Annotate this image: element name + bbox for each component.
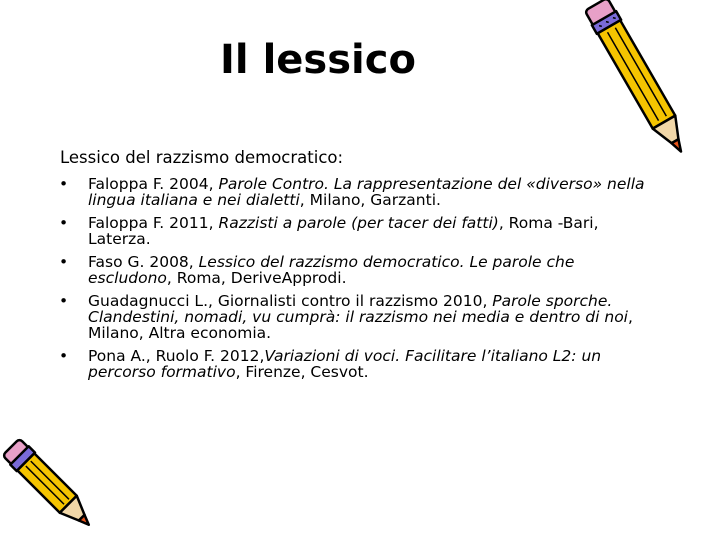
reference-lead: Faso G. 2008, <box>88 253 199 271</box>
pencil-icon <box>0 430 110 540</box>
slide-title: Il lessico <box>220 37 416 83</box>
reference-tail: , Milano, Garzanti. <box>299 191 441 209</box>
reference-lead: Faloppa F. 2004, <box>88 175 219 193</box>
pencil-icon <box>570 0 720 175</box>
reference-work: Lessico del razzismo democratico. Le parole che escludono <box>88 253 575 287</box>
reference-work: Razzisti a parole (per tacer dei fatti) <box>218 214 499 232</box>
reference-work: Parole Contro. La rappresentazione del «diverso» nella lingua italiana e nei dialetti <box>88 175 645 209</box>
reference-tail: , Roma -Bari, Laterza. <box>88 214 599 248</box>
reference-tail: , Roma, DeriveApprodi. <box>166 269 347 287</box>
reference-lead: Guadagnucci L., Giornalisti contro il razzismo 2010, <box>88 292 493 310</box>
reference-item <box>58 348 658 380</box>
reference-item <box>58 176 658 208</box>
reference-tail: , Milano, Altra economia. <box>88 308 633 342</box>
reference-item <box>58 254 658 286</box>
reference-work: Parole sporche. Clandestini, nomadi, vu cumprà: il razzismo nei media e dentro di noi <box>88 292 628 326</box>
slide-subtitle: Lessico del razzismo democratico: <box>60 148 344 167</box>
reference-lead: Pona A., Ruolo F. 2012, <box>88 347 265 365</box>
reference-list <box>58 176 658 387</box>
reference-item <box>58 293 658 341</box>
reference-tail: , Firenze, Cesvot. <box>235 363 369 381</box>
reference-work: Variazioni di voci. Facilitare l’italiano L2: un percorso formativo <box>88 347 602 381</box>
reference-lead: Faloppa F. 2011, <box>88 214 219 232</box>
reference-item <box>58 215 658 247</box>
